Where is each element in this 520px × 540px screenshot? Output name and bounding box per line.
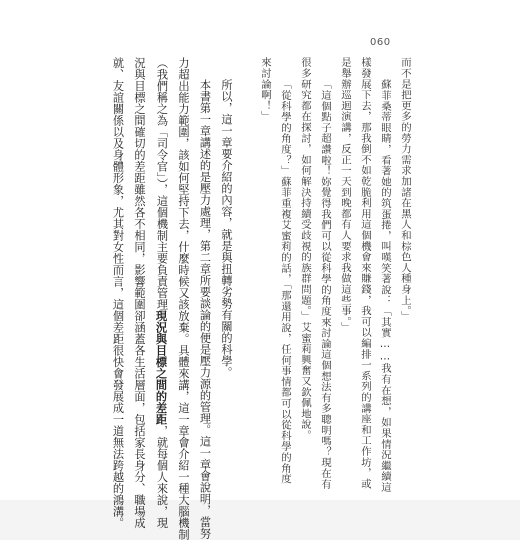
- body-text: ，就每個人來說，現: [155, 425, 169, 529]
- quote-line: 是舉辦巡迴演講，反正一天到晚都有人要求我做這些事。」: [339, 57, 351, 333]
- body-line: [150, 57, 173, 529]
- vertical-text-block: [107, 57, 415, 540]
- quote-line: 來討論啊！」: [259, 57, 271, 122]
- quote-line: 「從科學的角度？」蘇菲重複艾蜜莉的話，「那還用說，任何事情都可以從科學的角度: [279, 79, 291, 485]
- page-number: 060: [370, 37, 391, 48]
- quote-line: 「這個點子超讚啦！妳覺得我們可以從科學的角度來討論這個想法有多聰明嗎？現在有: [319, 79, 331, 490]
- body-line: 本書第一章講述的是壓力處理，第二章所要談論的便是壓力源的管理。這一章會說明，當努: [198, 79, 212, 539]
- body-text: （我們稱之為「司令官」），這個機制主要負責管理: [155, 57, 169, 311]
- quote-line: 樣發展下去，那我倒不如乾脆利用這個機會來賺錢，我可以編排一系列的講座和工作坊，或: [359, 57, 371, 489]
- body-line: 就、友誼關係以及身體形象，尤其對女性而言，這個差距很快會發展成一道無法跨越的鴻溝。: [111, 57, 125, 529]
- quote-line: 很多研究都在探討，如何解決持續受歧視的族群問題。」艾蜜莉興奮又欽佩地說。: [299, 57, 311, 441]
- quote-line: 蘇菲桑蒂眼睛，看著她的筑蛋捲，叫嘆笑著說：「其實……我有在想，如果情況繼續這: [379, 79, 391, 493]
- quote-line: 而不是把更多的勞力需求加諸在黑人和棕色人種身上。」: [399, 57, 411, 322]
- emphasized-text: 現況與目標之間的差距: [154, 310, 169, 426]
- body-line: 況與目標之間確切的差距雖然各不相同，影響範圍卻涵蓋各生活層面，包括家長身分、職場成: [133, 57, 146, 529]
- body-line: 所以，這一章要介紹的內容，就是與扭轉劣勢有關的科學。: [220, 79, 233, 378]
- section-gap: [237, 57, 255, 457]
- body-line: 力超出能力範圍，該如何堅持下去，什麼時候又該放棄。具體來講，這一章會介紹一種大腦機制: [177, 57, 190, 540]
